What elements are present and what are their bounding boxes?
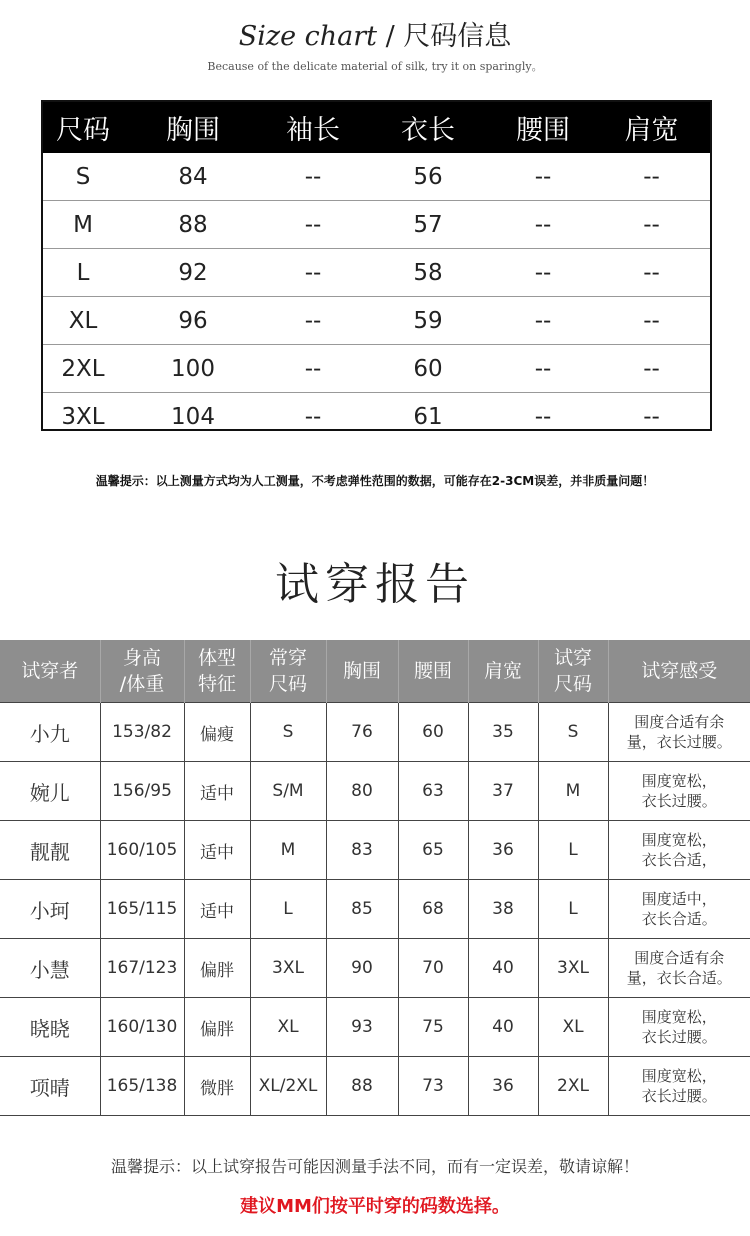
waist: 73 — [398, 1057, 468, 1116]
size-cell: -- — [643, 259, 660, 286]
report-notice: 温馨提示：以上试穿报告可能因测量手法不同，而有一定误差，敬请谅解！ — [110, 1157, 639, 1176]
feel-line: 围度合适有余 — [634, 713, 725, 731]
measurement-notice: 温馨提示：以上测量方式均为人工测量，不考虑弹性范围的数据，可能存在2-3CM误差，并非质量问题！ — [95, 474, 655, 488]
size-cell: 59 — [413, 307, 443, 334]
feel-line: 量，衣长过腰。 — [626, 733, 732, 751]
size-chart-table — [41, 100, 712, 431]
height-weight: 160/105 — [100, 821, 184, 880]
report-row — [0, 703, 750, 762]
size-row — [43, 345, 710, 393]
size-row — [43, 393, 710, 440]
feel-line: 衣长合适， — [641, 851, 717, 869]
size-cell: 100 — [171, 355, 215, 382]
size-cell: 92 — [178, 259, 208, 286]
tester-name: 小慧 — [0, 939, 100, 998]
size-cell: -- — [304, 163, 322, 190]
tester-name: 项晴 — [0, 1057, 100, 1116]
size-row — [43, 201, 710, 249]
tried-size: S — [538, 703, 608, 762]
report-header-row — [0, 640, 750, 703]
try-on-feel — [608, 1057, 750, 1116]
size-col-header: 衣长 — [401, 115, 455, 146]
usual-size: S/M — [250, 762, 326, 821]
report-col-header — [468, 640, 538, 703]
height-weight: 153/82 — [100, 703, 184, 762]
size-cell: -- — [534, 355, 552, 382]
chest: 76 — [326, 703, 398, 762]
size-row — [43, 297, 710, 345]
feel-line: 量，衣长合适。 — [626, 969, 732, 987]
shoulder: 35 — [468, 703, 538, 762]
shoulder: 36 — [468, 821, 538, 880]
size-cell: -- — [643, 403, 660, 430]
size-cell: -- — [534, 403, 552, 430]
report-col-header-text: 特征 — [197, 673, 236, 695]
size-cell: -- — [304, 307, 322, 334]
report-col-header-text: 试穿感受 — [641, 660, 718, 682]
shoulder: 40 — [468, 939, 538, 998]
usual-size: 3XL — [250, 939, 326, 998]
feel-line: 围度宽松， — [641, 1067, 717, 1085]
report-col-header-text: 尺码 — [553, 673, 592, 695]
waist: 63 — [398, 762, 468, 821]
size-col-header: 腰围 — [516, 115, 570, 146]
height-weight: 167/123 — [100, 939, 184, 998]
size-chart-header-row — [43, 102, 710, 153]
chest: 85 — [326, 880, 398, 939]
size-cell: -- — [304, 211, 322, 238]
body-type: 适中 — [184, 762, 250, 821]
report-col-header-text: 身高 — [122, 647, 161, 669]
body-type: 适中 — [184, 880, 250, 939]
height-weight: 160/130 — [100, 998, 184, 1057]
size-cell: 58 — [413, 259, 443, 286]
report-col-header — [0, 640, 100, 703]
waist: 68 — [398, 880, 468, 939]
report-col-header — [100, 640, 184, 703]
report-row — [0, 762, 750, 821]
report-col-header-text: 腰围 — [413, 660, 452, 682]
report-row — [0, 880, 750, 939]
size-cell: 2XL — [61, 355, 105, 382]
report-col-header-text: /体重 — [119, 673, 165, 695]
feel-line: 衣长过腰。 — [641, 792, 717, 810]
size-cell: -- — [643, 355, 660, 382]
size-cell: -- — [643, 211, 660, 238]
waist: 70 — [398, 939, 468, 998]
height-weight: 165/138 — [100, 1057, 184, 1116]
report-col-header — [398, 640, 468, 703]
try-on-feel — [608, 998, 750, 1057]
shoulder: 36 — [468, 1057, 538, 1116]
usual-size: XL/2XL — [250, 1057, 326, 1116]
size-chart-title-cn: 尺码信息 — [403, 21, 512, 52]
report-col-header-text: 尺码 — [268, 673, 307, 695]
size-col-header: 肩宽 — [624, 115, 679, 146]
tried-size: 2XL — [538, 1057, 608, 1116]
report-col-header — [538, 640, 608, 703]
size-chart-title-sep: / — [377, 21, 404, 52]
tried-size: M — [538, 762, 608, 821]
report-col-header — [184, 640, 250, 703]
report-col-header-text: 胸围 — [342, 660, 381, 682]
usual-size: L — [250, 880, 326, 939]
body-type: 偏胖 — [184, 939, 250, 998]
size-cell: 88 — [178, 211, 208, 238]
tried-size: 3XL — [538, 939, 608, 998]
tester-name: 小九 — [0, 703, 100, 762]
report-row — [0, 821, 750, 880]
report-col-header-text: 常穿 — [268, 647, 307, 669]
shoulder: 38 — [468, 880, 538, 939]
size-cell: -- — [304, 259, 322, 286]
size-cell: L — [76, 259, 90, 286]
report-col-header-text: 体型 — [197, 647, 236, 669]
report-col-header — [608, 640, 750, 703]
feel-line: 围度宽松， — [641, 831, 717, 849]
try-on-feel — [608, 880, 750, 939]
tried-size: XL — [538, 998, 608, 1057]
feel-line: 围度适中， — [641, 890, 717, 908]
try-on-report-table — [0, 640, 750, 1116]
tester-name: 小珂 — [0, 880, 100, 939]
size-col-header: 尺码 — [56, 115, 110, 146]
size-cell: 60 — [413, 355, 443, 382]
shoulder: 40 — [468, 998, 538, 1057]
feel-line: 围度合适有余 — [634, 949, 725, 967]
size-cell: 104 — [171, 403, 215, 430]
tried-size: L — [538, 880, 608, 939]
chest: 88 — [326, 1057, 398, 1116]
feel-line: 围度宽松， — [641, 772, 717, 790]
size-chart-subtitle: Because of the delicate material of silk, try it on sparingly。 — [207, 60, 543, 73]
report-title: 试穿报告 — [275, 559, 475, 610]
size-cell: -- — [643, 163, 660, 190]
feel-line: 衣长合适。 — [641, 910, 717, 928]
feel-line: 衣长过腰。 — [641, 1028, 717, 1046]
size-cell: -- — [534, 259, 552, 286]
size-row — [43, 249, 710, 297]
size-cell: 3XL — [61, 403, 105, 430]
report-col-header-text: 试穿者 — [21, 660, 79, 682]
size-row — [43, 153, 710, 201]
report-row — [0, 998, 750, 1057]
try-on-feel — [608, 821, 750, 880]
body-type: 微胖 — [184, 1057, 250, 1116]
size-cell: 84 — [178, 163, 208, 190]
size-cell: M — [73, 211, 93, 238]
usual-size: XL — [250, 998, 326, 1057]
size-cell: -- — [534, 307, 552, 334]
size-recommendation: 建议MM们按平时穿的码数选择。 — [240, 1196, 510, 1217]
size-chart-title — [0, 14, 750, 53]
usual-size: S — [250, 703, 326, 762]
body-type: 偏胖 — [184, 998, 250, 1057]
report-col-header — [326, 640, 398, 703]
chest: 83 — [326, 821, 398, 880]
report-col-header-text: 试穿 — [553, 647, 592, 669]
height-weight: 156/95 — [100, 762, 184, 821]
size-cell: -- — [534, 163, 552, 190]
report-col-header — [250, 640, 326, 703]
size-chart-title-en: Size chart — [238, 21, 378, 52]
size-cell: -- — [534, 211, 552, 238]
chest: 93 — [326, 998, 398, 1057]
report-col-header-text: 肩宽 — [483, 660, 522, 682]
chest: 90 — [326, 939, 398, 998]
size-cell: S — [75, 163, 91, 190]
feel-line: 衣长过腰。 — [641, 1087, 717, 1105]
try-on-feel — [608, 703, 750, 762]
waist: 60 — [398, 703, 468, 762]
size-cell: -- — [304, 355, 322, 382]
tester-name: 婉儿 — [0, 762, 100, 821]
size-cell: -- — [643, 307, 660, 334]
tester-name: 晓晓 — [0, 998, 100, 1057]
size-cell: XL — [68, 307, 98, 334]
try-on-feel — [608, 939, 750, 998]
size-col-header: 胸围 — [166, 115, 220, 146]
shoulder: 37 — [468, 762, 538, 821]
body-type: 偏瘦 — [184, 703, 250, 762]
report-row — [0, 939, 750, 998]
size-cell: 61 — [413, 403, 443, 430]
height-weight: 165/115 — [100, 880, 184, 939]
tester-name: 靓靓 — [0, 821, 100, 880]
size-cell: 56 — [413, 163, 443, 190]
size-col-header: 袖长 — [286, 115, 340, 146]
try-on-feel — [608, 762, 750, 821]
size-cell: 96 — [178, 307, 208, 334]
chest: 80 — [326, 762, 398, 821]
waist: 75 — [398, 998, 468, 1057]
tried-size: L — [538, 821, 608, 880]
size-cell: 57 — [413, 211, 443, 238]
usual-size: M — [250, 821, 326, 880]
feel-line: 围度宽松， — [641, 1008, 717, 1026]
body-type: 适中 — [184, 821, 250, 880]
size-cell: -- — [304, 403, 322, 430]
report-row — [0, 1057, 750, 1116]
waist: 65 — [398, 821, 468, 880]
